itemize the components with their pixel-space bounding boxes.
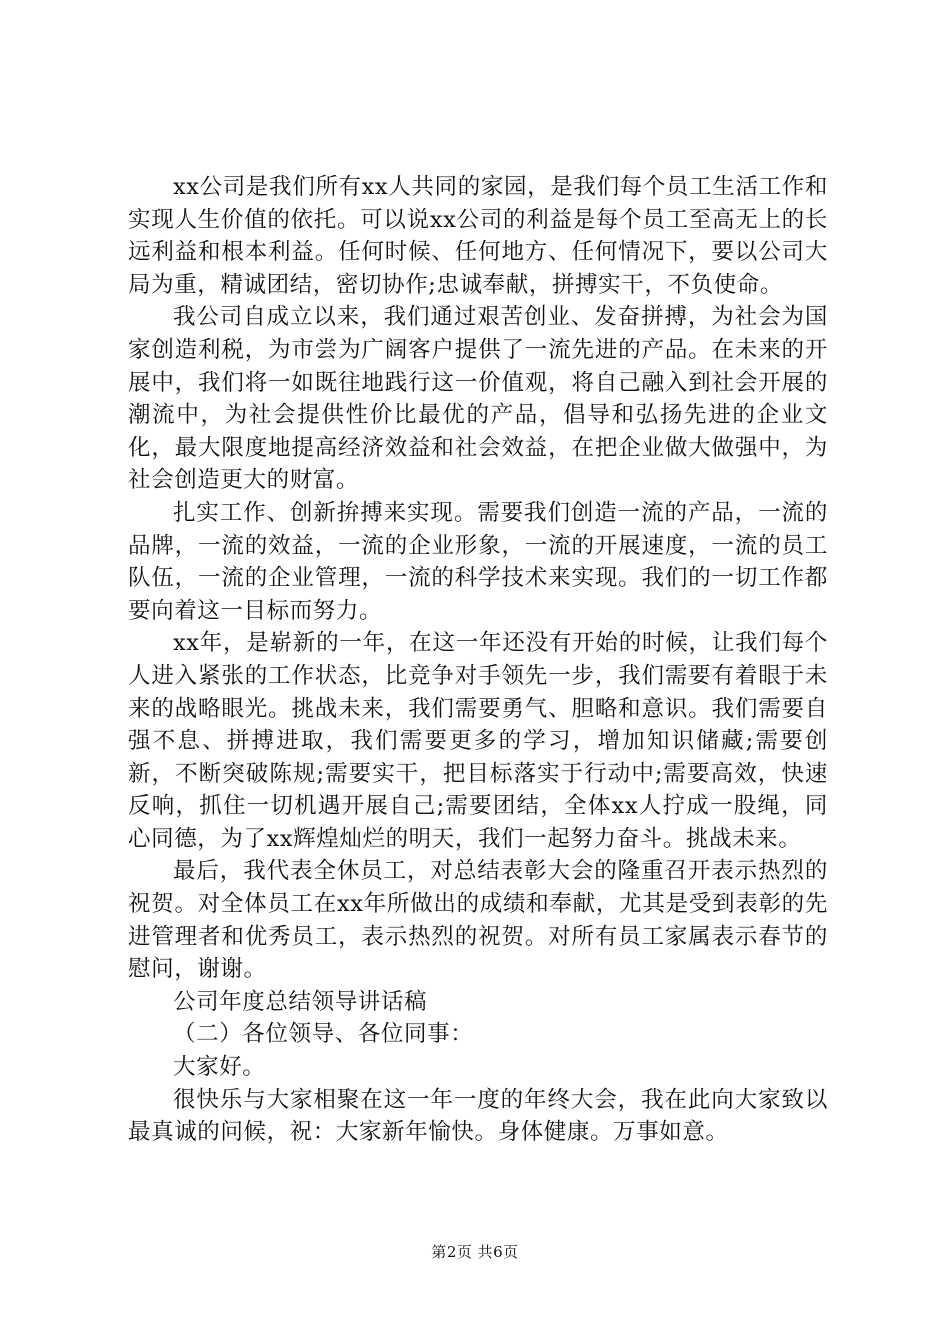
paragraph-9: 很快乐与大家相聚在这一年一度的年终大会，我在此向大家致以最真诚的问候，祝：大家新年愉快。身体健康。万事如意。 xyxy=(128,1086,828,1146)
paragraph-1: xx公司是我们所有xx人共同的家园，是我们每个员工生活工作和实现人生价值的依托。可以说xx公司的利益是每个员工至高无上的长远利益和根本利益。任何时候、任何地方、任何情况下，要以公司大局为重，精诚团结，密切协作;忠诚奉献，拼搏实干，不负使命。 xyxy=(128,174,828,298)
paragraph-4: xx年，是崭新的一年，在这一年还没有开始的时候，让我们每个人进入紧张的工作状态，比竞争对手领先一步，我们需要有着眼于未来的战略眼光。挑战未来，我们需要勇气、胆略和意识。我们需要自强不息、拼搏进取，我们需要更多的学习，增加知识储藏;需要创新，不断突破陈规;需要实干，把目标落实于行动中;需要高效，快速反响，抓住一切机遇开展自己;需要团结，全体xx人拧成一股绳，同心同德，为了xx辉煌灿烂的明天，我们一起努力奋斗。挑战未来。 xyxy=(128,630,828,852)
paragraph-3: 扎实工作、创新拚搏来实现。需要我们创造一流的产品，一流的品牌，一流的效益，一流的企业形象，一流的开展速度，一流的员工队伍，一流的企业管理，一流的科学技术来实现。我们的一切工作都要向着这一目标而努力。 xyxy=(128,499,828,624)
document-body xyxy=(128,171,828,1149)
page-number-footer: 第2页 共6页 xyxy=(431,1243,519,1261)
paragraph-2: 我公司自成立以来，我们通过艰苦创业、发奋拼搏，为社会为国家创造利税，为市尝为广阔客户提供了一流先进的产品。在未来的开展中，我们将一如既往地践行这一价值观，将自己融入到社会开展的潮流中，为社会提供性价比最优的产品，倡导和弘扬先进的企业文化，最大限度地提高经济效益和社会效益，在把企业做大做强中，为社会创造更大的财富。 xyxy=(128,304,828,494)
section-title: 公司年度总结领导讲话稿 xyxy=(173,988,428,1015)
greeting: 大家好。 xyxy=(173,1054,266,1081)
paragraph-5: 最后，我代表全休员工，对总结表彰大会的隆重召开表示热烈的祝贺。对全体员工在xx年所做出的成绩和奉献，尤其是受到表彰的先进管理者和优秀员工，表示热烈的祝贺。对所有员工家属表示春节的慰问，谢谢。 xyxy=(128,858,828,983)
salutation: （二）各位领导、各位同事： xyxy=(173,1021,474,1048)
